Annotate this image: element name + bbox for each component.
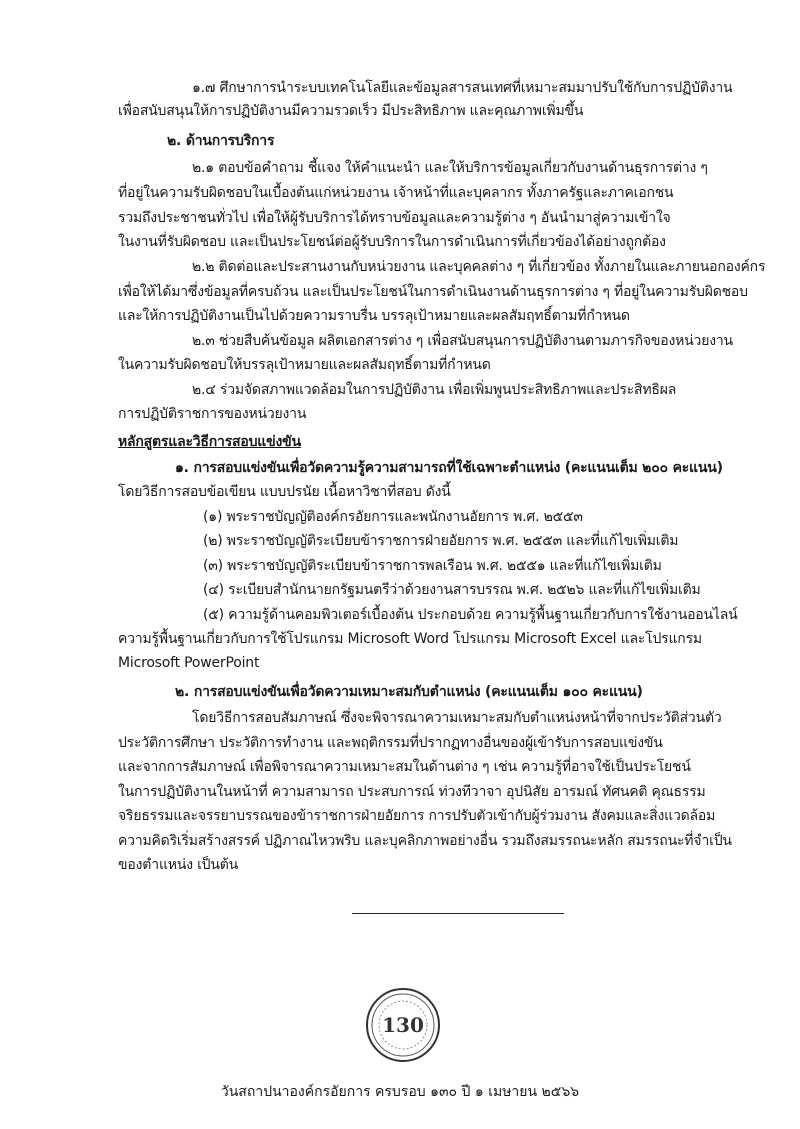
para-2-2-line-3: และให้การปฏิบัติงานเป็นไปด้วยความราบรื่น บรรลุเป้าหมายและผลสัมฤทธิ์ตามที่กำหนด	[118, 308, 630, 324]
exam-2-line-6: ความคิดริเริ่มสร้างสรรค์ ปฏิภาณไหวพริบ และบุคลิกภาพอย่างอื่น รวมถึงสมรรถนะหลัก สมรรถนะที่จำเป็น	[118, 833, 732, 849]
exam-1-item-1: (๑) พระราชบัญญัติองค์กรอัยการและพนักงานอัยการ พ.ศ. ๒๕๕๓	[203, 509, 583, 525]
exam-2-line-4: ในการปฏิบัติงานในหน้าที่ ความสามารถ ประสบการณ์ ท่วงทีวาจา อุปนิสัย อารมณ์ ทัศนคติ คุณธรรม	[118, 784, 706, 800]
exam-2-heading: ๒. การสอบแข่งขันเพื่อวัดความเหมาะสมกับตำแหน่ง (คะแนนเต็ม ๑๐๐ คะแนน)	[175, 684, 643, 700]
anniversary-seal-icon	[365, 987, 441, 1063]
exam-2-line-5: จริยธรรมและจรรยาบรรณของข้าราชการฝ่ายอัยการ การปรับตัวเข้ากับผู้ร่วมงาน สังคมและสิ่งแวดล้อม	[118, 808, 716, 824]
exam-2-line-2: ประวัติการศึกษา ประวัติการทำงาน และพฤติกรรมที่ปรากฏทางอื่นของผู้เข้ารับการสอบแข่งขัน	[118, 735, 663, 751]
para-2-1-line-4: ในงานที่รับผิดชอบ และเป็นประโยชน์ต่อผู้รับบริการในการดำเนินการที่เกี่ยวข้องได้อย่างถูกต้อง	[118, 234, 666, 250]
para-2-1-line-2: ที่อยู่ในความรับผิดชอบในเบื้องต้นแก่หน่วยงาน เจ้าหน้าที่และบุคลากร ทั้งภาครัฐและภาคเอกชน	[118, 185, 674, 201]
para-2-3-line-2: ในความรับผิดชอบให้บรรลุเป้าหมายและผลสัมฤทธิ์ตามที่กำหนด	[118, 357, 491, 373]
exam-2-line-3: และจากการสัมภาษณ์ เพื่อพิจารณาความเหมาะสมในด้านต่าง ๆ เช่น ความรู้ที่อาจใช้เป็นประโยชน์	[118, 759, 691, 775]
para-2-4-line-1: ๒.๔ ร่วมจัดสภาพแวดล้อมในการปฏิบัติงาน เพื่อเพิ่มพูนประสิทธิภาพและประสิทธิผล	[192, 382, 677, 398]
section-2-heading: ๒. ด้านการบริการ	[167, 133, 275, 149]
para-2-2-line-1: ๒.๒ ติดต่อและประสานงานกับหน่วยงาน และบุคคลต่าง ๆ ที่เกี่ยวข้อง ทั้งภายในและภายนอกองค์กร	[192, 259, 766, 275]
para-2-3-line-1: ๒.๓ ช่วยสืบค้นข้อมูล ผลิตเอกสารต่าง ๆ เพื่อสนับสนุนการปฏิบัติงานตามภารกิจของหน่วยงาน	[192, 333, 733, 349]
exam-1-item-5-line-2: ความรู้พื้นฐานเกี่ยวกับการใช้โปรแกรม Microsoft Word โปรแกรม Microsoft Excel และโปรแกรม	[118, 631, 702, 647]
seal-number: 130	[382, 1013, 424, 1037]
exam-1-item-3: (๓) พระราชบัญญัติระเบียบข้าราชการพลเรือน พ.ศ. ๒๕๕๑ และที่แก้ไขเพิ่มเติม	[203, 558, 662, 574]
exam-1-item-2: (๒) พระราชบัญญัติระเบียบข้าราชการฝ่ายอัยการ พ.ศ. ๒๕๕๓ และที่แก้ไขเพิ่มเติม	[203, 533, 679, 549]
footer-text: วันสถาปนาองค์กรอัยการ ครบรอบ ๑๓๐ ปี ๑ เมษายน ๒๕๖๖	[220, 1084, 580, 1100]
exam-1-item-5-line-1: (๕) ความรู้ด้านคอมพิวเตอร์เบื้องต้น ประกอบด้วย ความรู้พื้นฐานเกี่ยวกับการใช้งานออนไลน์	[203, 607, 738, 623]
exam-2-line-7: ของตำแหน่ง เป็นต้น	[118, 857, 238, 873]
para-1-7-line-2: เพื่อสนับสนุนให้การปฏิบัติงานมีความรวดเร็ว มีประสิทธิภาพ และคุณภาพเพิ่มขึ้น	[118, 103, 584, 119]
curriculum-heading: หลักสูตรและวิธีการสอบแข่งขัน	[118, 434, 301, 450]
para-2-2-line-2: เพื่อให้ได้มาซึ่งข้อมูลที่ครบถ้วน และเป็นประโยชน์ในการดำเนินงานด้านธุรการต่าง ๆ ที่อยู่ในความรับผิดชอบ	[118, 284, 748, 300]
para-2-4-line-2: การปฏิบัติราชการของหน่วยงาน	[118, 406, 307, 422]
exam-2-line-1: โดยวิธีการสอบสัมภาษณ์ ซึ่งจะพิจารณาความเหมาะสมกับตำแหน่งหน้าที่จากประวัติส่วนตัว	[192, 710, 722, 726]
para-1-7-line-1: ๑.๗ ศึกษาการนำระบบเทคโนโลยีและข้อมูลสารสนเทศที่เหมาะสมมาปรับใช้กับการปฏิบัติงาน	[192, 80, 733, 96]
para-2-1-line-3: รวมถึงประชาชนทั่วไป เพื่อให้ผู้รับบริการได้ทราบข้อมูลและความรู้ต่าง ๆ อันนำมาสู่ความเข้าใจ	[118, 210, 671, 226]
para-2-1-line-1: ๒.๑ ตอบข้อคำถาม ชี้แจง ให้คำแนะนำ และให้บริการข้อมูลเกี่ยวกับงานด้านธุรการต่าง ๆ	[192, 160, 708, 176]
exam-1-item-5-line-3: Microsoft PowerPoint	[118, 655, 260, 671]
exam-1-item-4: (๔) ระเบียบสำนักนายกรัฐมนตรีว่าด้วยงานสารบรรณ พ.ศ. ๒๕๒๖ และที่แก้ไขเพิ่มเติม	[203, 582, 701, 598]
exam-1-method: โดยวิธีการสอบข้อเขียน แบบปรนัย เนื้อหาวิชาที่สอบ ดังนี้	[118, 484, 451, 500]
exam-1-heading: ๑. การสอบแข่งขันเพื่อวัดความรู้ความสามารถที่ใช้เฉพาะตำแหน่ง (คะแนนเต็ม ๒๐๐ คะแนน)	[175, 460, 723, 476]
end-divider	[352, 913, 564, 914]
